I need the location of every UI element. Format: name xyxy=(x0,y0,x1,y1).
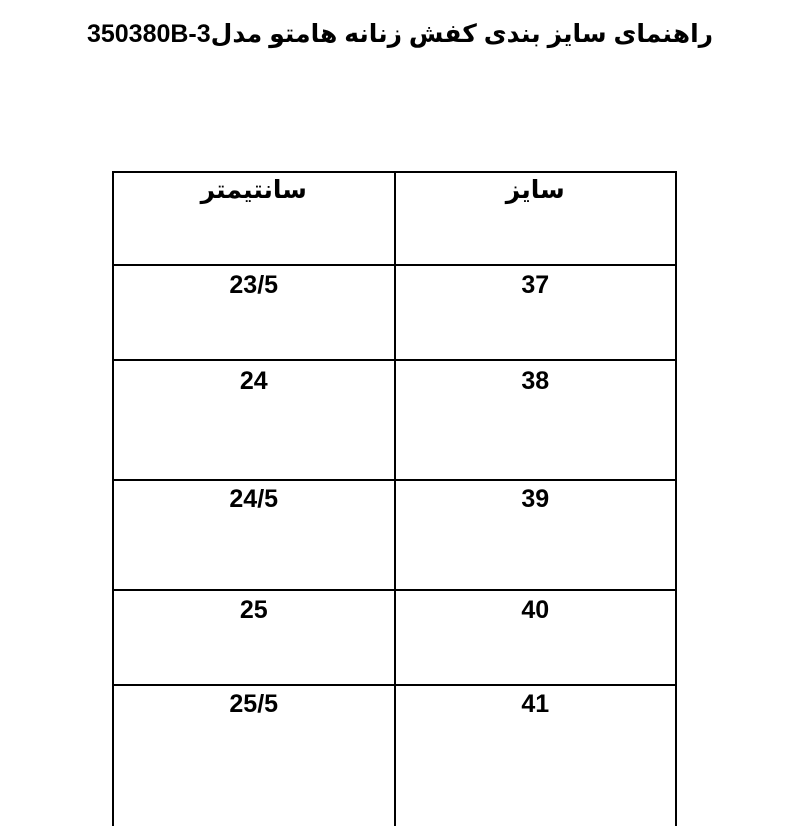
cell-size: 41 xyxy=(394,686,676,826)
cell-size: 37 xyxy=(394,266,676,359)
table-header-row xyxy=(114,173,675,266)
cell-size: 39 xyxy=(394,481,676,589)
table-row xyxy=(114,361,675,481)
size-chart-table xyxy=(112,171,677,826)
table-row xyxy=(114,481,675,591)
table-row xyxy=(114,266,675,361)
cell-centimeter: 24/5 xyxy=(229,485,279,513)
header-centimeter: سانتیمتر xyxy=(200,176,307,204)
cell-centimeter: 24 xyxy=(239,367,268,395)
cell-centimeter: 23/5 xyxy=(229,271,279,299)
cell-centimeter: 25/5 xyxy=(229,690,279,718)
cell-size: 40 xyxy=(394,591,676,684)
cell-centimeter: 25 xyxy=(239,596,268,624)
table-row xyxy=(114,591,675,686)
cell-size: 38 xyxy=(394,361,676,479)
table-row xyxy=(114,686,675,826)
page-title: راهنمای سایز بندی کفش زنانه هامتو مدل350380B-3 xyxy=(86,20,714,48)
header-size: سایز xyxy=(394,173,676,264)
